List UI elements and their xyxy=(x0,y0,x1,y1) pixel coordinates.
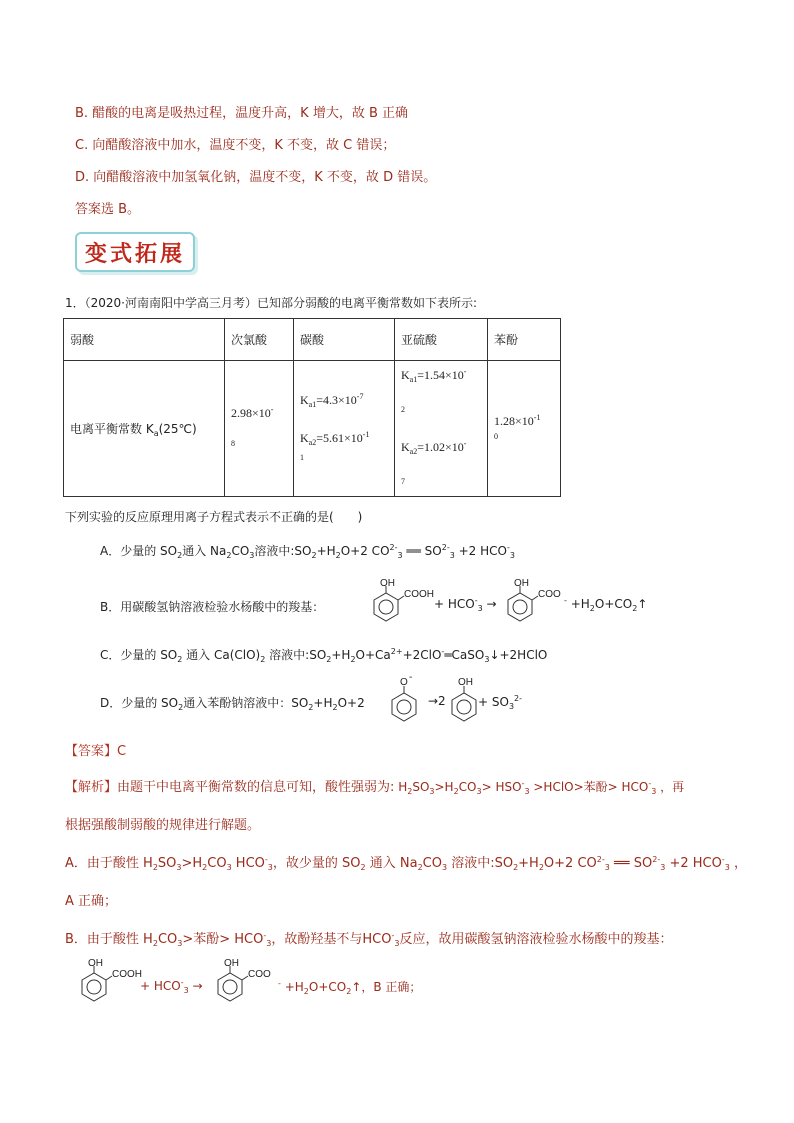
table-header: 次氯酸 xyxy=(225,319,294,361)
table-header: 弱酸 xyxy=(64,319,225,361)
table-header: 碳酸 xyxy=(294,319,395,361)
option-b-end: $^- +H_2O+CO_2↑$ xyxy=(564,596,648,613)
analysis-b-end: $^- +H_2O+CO_2↑$，B 正确； xyxy=(278,979,422,996)
option-c: C．少量的 $SO_2$ 通入 $Ca(ClO)_2$ 溶液中$:SO_2+H_2O+Ca^{2+}+2ClO^-═CaSO_3↓+2HClO$ xyxy=(100,647,548,664)
analysis-a-end: A 正确； xyxy=(65,894,118,909)
table-header: 亚硫酸 xyxy=(395,319,488,361)
analysis-salicylate xyxy=(204,958,284,1008)
option-d-end: + $SO_3^{2-}$ xyxy=(478,694,523,711)
svg-text:COO: COO xyxy=(538,589,561,600)
explain-d: D. 向醋酸溶液中加氢氧化钠，温度不变，K 不变，故 D 错误。 xyxy=(75,170,437,185)
svg-text:OH: OH xyxy=(380,578,395,589)
svg-text:OH: OH xyxy=(514,578,529,589)
phenoxide-structure xyxy=(384,672,424,726)
analysis-line-1: 【解析】由题干中电离平衡常数的信息可知，酸性强弱为: $H_2SO_3>H_2CO_3> HSO^-_3$ >HClO>苯酚> $HCO^-_3$ ，再 xyxy=(65,779,685,796)
h2so3-values: $K_{a1}=1.54\times 10^-$ $^2$ $K_{a2}=1.02\times 10^-$ $^7$ xyxy=(395,361,488,497)
salicylic-acid-structure xyxy=(360,578,440,628)
svg-text:-: - xyxy=(409,672,413,683)
option-b-mid: + $HCO^-_3$ → xyxy=(434,596,497,613)
analysis-b-mid: + $HCO^-_3$ → xyxy=(140,978,203,995)
hclo-value: 2.98×10- $^8$ xyxy=(225,361,294,497)
answer-label: 【答案】C xyxy=(65,744,127,759)
explain-b: B. 醋酸的电离是吸热过程，温度升高，K 增大，故 B 正确 xyxy=(75,106,409,121)
answer-text: 答案选 B。 xyxy=(75,202,141,217)
table-row-label: 电离平衡常数 $K_a(25℃)$ xyxy=(64,361,225,497)
salicylate-structure xyxy=(494,578,574,628)
option-d-arrow: →2 xyxy=(428,694,446,708)
constants-table xyxy=(63,318,561,497)
section-badge xyxy=(75,232,195,272)
option-d: D．少量的 $SO_2$通入苯酚钠溶液中：$SO_2+H_2O+2$ xyxy=(100,696,365,712)
explain-c: C. 向醋酸溶液中加水，温度不变，K 不变，故 C 错误； xyxy=(75,138,396,153)
svg-text:OH: OH xyxy=(458,677,473,688)
h2co3-values: $K_{a1}=4.3\times 10^{-7}$ $K_{a2}=5.61\times 10^{-1}$ $^1$ xyxy=(294,361,395,497)
table-header: 苯酚 xyxy=(488,319,561,361)
analysis-salicylic-acid xyxy=(68,958,148,1008)
svg-text:OH: OH xyxy=(88,958,103,969)
question-stem: 1．（2020·河南南阳中学高三月考）已知部分弱酸的电离平衡常数如下表所示: xyxy=(65,296,478,310)
question-prompt: 下列实验的反应原理用离子方程式表示不正确的是( ) xyxy=(65,510,363,524)
option-a: A．少量的 $SO_2$通入 $Na_2CO_3$溶液中$:SO_2+H_2O+2$ $CO^{2-}_3$ ══ $SO^{2-}_3 +2$ $HCO^-_3$ xyxy=(100,543,515,560)
svg-text:COOH: COOH xyxy=(404,589,434,600)
analysis-a: A．由于酸性 $H_2SO_3>H_2CO_3$ $HCO^-_3$，故少量的 $SO_2$ 通入 $Na_2CO_3$ 溶液中$:SO_2+H_2O+2$ $CO^{2-}_3$ ══ $SO^{2-}_3 +2$ $HCO^-_3$ ， xyxy=(65,855,747,872)
svg-text:OH: OH xyxy=(224,958,239,969)
svg-text:COOH: COOH xyxy=(112,969,142,980)
analysis-b: B．由于酸性 $H_2CO_3>$苯酚> $HCO^-_3$，故酚羟基不与$HCO^-_3$反应，故用碳酸氢钠溶液检验水杨酸中的羧基： xyxy=(65,931,673,948)
phenol-value: $1.28\times 10^{-1}$ $^0$ xyxy=(488,361,561,497)
analysis-line-2: 根据强酸制弱酸的规律进行解题。 xyxy=(65,818,261,833)
option-b: B．用碳酸氢钠溶液检验水杨酸中的羧基： xyxy=(100,600,325,614)
svg-text:O: O xyxy=(400,677,408,688)
section-badge-label: 变式拓展 xyxy=(84,240,185,267)
svg-text:COO: COO xyxy=(248,969,271,980)
